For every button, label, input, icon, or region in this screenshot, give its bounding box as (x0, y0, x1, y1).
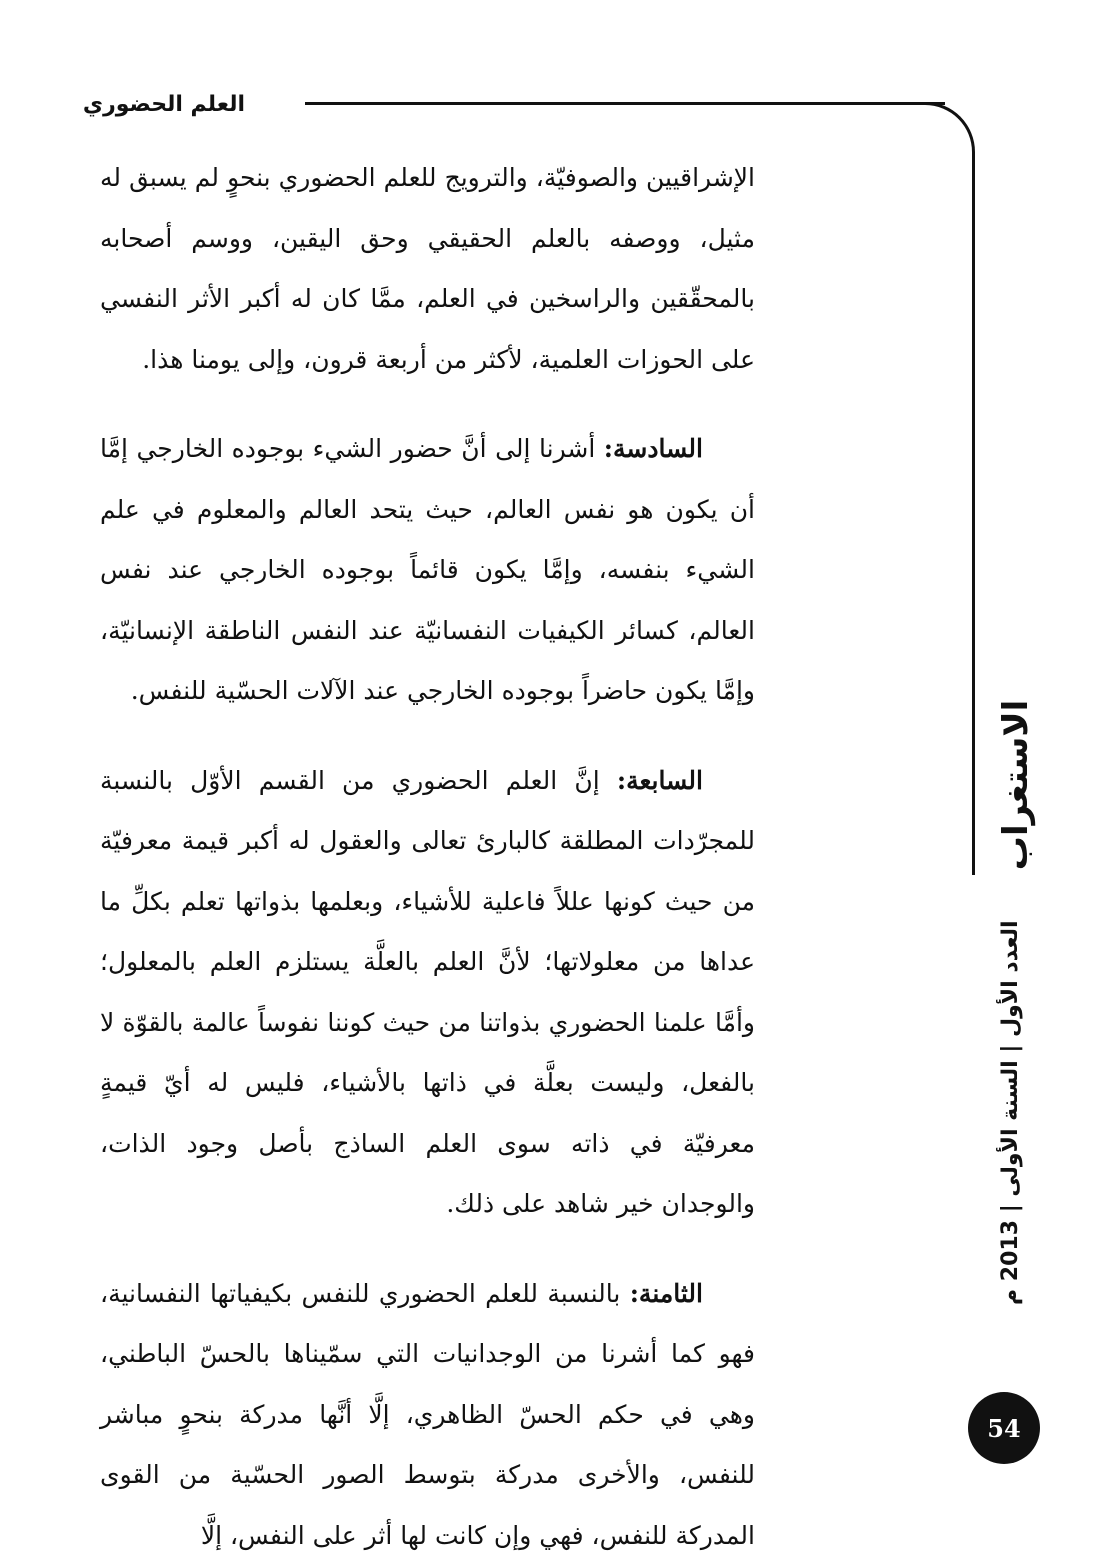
frame-corner (915, 102, 975, 162)
paragraph-text: إنَّ العلم الحضوري من القسم الأوّل بالنسبة للمجرّدات المطلقة كالبارئ تعالى والعقول له أكبر قيمة معرفيّة من حيث كونها عللاً فاعلية للأشياء، وبعلمها بذواتها تعلم بكلِّ ما عداها من معلولاتها؛ لأنَّ العلم بالعلَّة يستلزم العلم بالمعلول؛ وأمَّا علمنا الحضوري بذواتنا من حيث كوننا نفوساً عالمة بالقوّة لا بالفعل، وليست بعلَّة في ذاتها بالأشياء، فليس له أيّ قيمةٍ معرفيّة في ذاته سوى العلم الساذج بأصل وجود الذات، والوجدان خير شاهد على ذلك. (100, 765, 755, 1218)
paragraph-lead: السابعة: (616, 765, 703, 795)
journal-logo-text: الاستغراب (996, 699, 1036, 871)
paragraph-sixth (100, 419, 755, 722)
journal-logo (982, 690, 1052, 880)
paragraph-text: أشرنا إلى أنَّ حضور الشيء بوجوده الخارجي إمَّا أن يكون هو نفس العالم، حيث يتحد العالم والمعلوم في علم الشيء بنفسه، وإمَّا يكون قائماً بوجوده الخارجي عند نفس العالم، كسائر الكيفيات النفسانيّة عند النفس الناطقة الإنسانيّة، وإمَّا يكون حاضراً بوجوده الخارجي عند الآلات الحسّية للنفس. (100, 434, 755, 705)
page-number-badge (968, 1392, 1040, 1464)
paragraph-text: الإشراقيين والصوفيّة، والترويج للعلم الحضوري بنحوٍ لم يسبق له مثيل، ووصفه بالعلم الحقيقي وحق اليقين، ووسم أصحابه بالمحقّقين والراسخين في العلم، ممَّا كان له أكبر الأثر النفسي على الحوزات العلمية، لأكثر من أربعة قرون، وإلى يومنا هذا. (100, 163, 755, 374)
body-text (100, 148, 755, 1550)
paragraph-lead: السادسة: (603, 434, 703, 463)
paragraph-eighth (100, 1264, 755, 1566)
paragraph-lead: الثامنة: (629, 1278, 703, 1308)
frame-vertical-rule (972, 160, 975, 875)
running-header-title: العلم الحضوري (82, 92, 245, 117)
header-rule (305, 102, 945, 105)
page-number: 54 (987, 1413, 1021, 1443)
issue-info: العدد الأول | السنة الأولى | 2013 م (998, 920, 1023, 1305)
paragraph-continuation (100, 148, 755, 390)
paragraph-text: بالنسبة للعلم الحضوري للنفس بكيفياتها النفسانية، فهو كما أشرنا من الوجدانيات التي سمّيناها بالحسّ الباطني، وهي في حكم الحسّ الظاهري، إلَّا أنَّها مدركة بنحوٍ مباشر للنفس، والأخرى مدركة بتوسط الصور الحسّية من القوى المدركة للنفس، فهي وإن كانت لها أثر على النفس، إلَّا (100, 1278, 755, 1550)
paragraph-seventh (100, 751, 755, 1235)
